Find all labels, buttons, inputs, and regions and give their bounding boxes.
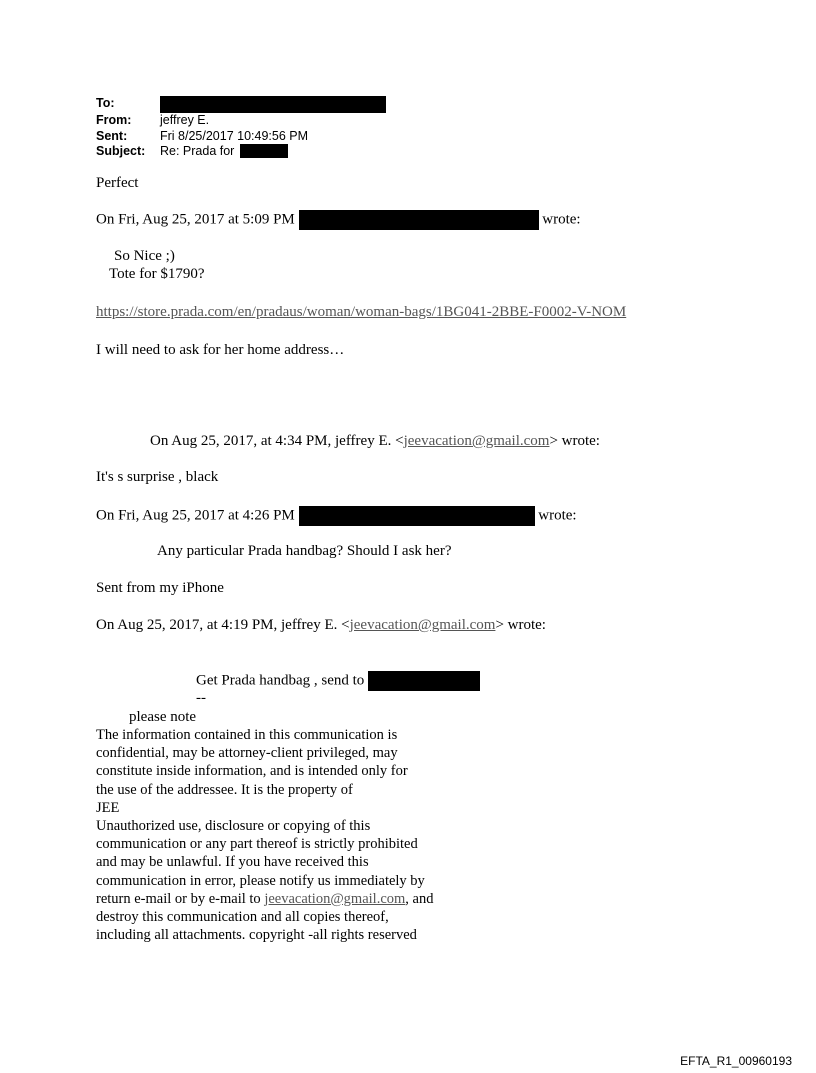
- notice-line: the use of the addressee. It is the property of: [96, 781, 353, 798]
- notice-line: The information contained in this communication is: [96, 727, 398, 743]
- notice-text: , and: [405, 890, 434, 907]
- quote-header-4: [96, 616, 546, 634]
- email-header: [96, 96, 386, 160]
- message-line: So Nice ;): [114, 248, 175, 264]
- quote-intro: On Aug 25, 2017, at 4:34 PM, jeffrey E. <: [150, 433, 404, 449]
- notice-line: constitute inside information, and is intended only for: [96, 763, 408, 780]
- quote-line-get-prada: [196, 671, 480, 691]
- sent-label: Sent:: [96, 128, 128, 143]
- message-line: Any particular Prada handbag? Should I ask her?: [157, 543, 452, 559]
- message-line: Sent from my iPhone: [96, 580, 224, 596]
- email-link[interactable]: jeevacation@gmail.com: [264, 890, 406, 907]
- from-value: jeffrey E.: [160, 113, 210, 127]
- quote-wrote: > wrote:: [495, 617, 546, 633]
- redaction-bar: [240, 144, 288, 158]
- quote-intro: On Aug 25, 2017, at 4:19 PM, jeffrey E. <: [96, 617, 350, 633]
- email-link[interactable]: jeevacation@gmail.com: [403, 433, 550, 449]
- from-label: From:: [96, 113, 132, 127]
- bates-number: EFTA_R1_00960193: [680, 1054, 792, 1068]
- quote-header-2: [150, 432, 600, 450]
- notice-line: communication in error, please notify us immediately by: [96, 872, 425, 889]
- quote-intro: On Fri, Aug 25, 2017 at 4:26 PM: [96, 507, 299, 524]
- prada-product-link[interactable]: https://store.prada.com/en/pradaus/woman/woman-bags/1BG041-2BBE-F0002-V-NOM: [96, 304, 627, 320]
- sent-row: [96, 129, 386, 145]
- notice-line: confidential, may be attorney-client privileged, may: [96, 745, 398, 762]
- quote-wrote: wrote:: [538, 211, 581, 228]
- subject-row: [96, 144, 386, 160]
- sent-value: Fri 8/25/2017 10:49:56 PM: [160, 128, 309, 143]
- to-label: To:: [96, 96, 115, 110]
- message-line: Get Prada handbag , send to: [196, 672, 369, 689]
- notice-line: communication or any part thereof is strictly prohibited: [96, 836, 418, 853]
- notice-text: return e-mail or by e-mail to: [96, 890, 265, 907]
- confidentiality-notice: [96, 726, 496, 944]
- redaction-bar: [299, 506, 535, 526]
- redaction-bar: [160, 96, 386, 113]
- notice-line: destroy this communication and all copies thereof,: [96, 909, 389, 926]
- quote-wrote: > wrote:: [549, 433, 600, 449]
- notice-line: and may be unlawful. If you have received this: [96, 854, 369, 871]
- message-line: It's s surprise , black: [96, 469, 219, 485]
- subject-label: Subject:: [96, 144, 146, 158]
- please-note: please note: [129, 709, 197, 725]
- message-line: Tote for $1790?: [109, 266, 205, 282]
- redaction-bar: [368, 671, 480, 691]
- redaction-bar: [299, 210, 539, 230]
- from-row: [96, 113, 386, 129]
- quote-intro: On Fri, Aug 25, 2017 at 5:09 PM: [96, 211, 299, 228]
- notice-line: JEE: [96, 799, 120, 816]
- quote-wrote: wrote:: [534, 507, 577, 524]
- notice-line: [96, 890, 496, 908]
- quote-header-1: [96, 210, 581, 230]
- signature-dashes: --: [196, 690, 206, 706]
- email-link[interactable]: jeevacation@gmail.com: [349, 617, 496, 633]
- notice-line: including all attachments. copyright -all rights reserved: [96, 927, 417, 944]
- quote-header-3: [96, 506, 577, 526]
- notice-line: Unauthorized use, disclosure or copying of this: [96, 818, 371, 835]
- to-row: [96, 96, 386, 113]
- reply-text: Perfect: [96, 175, 139, 191]
- subject-value: Re: Prada for: [160, 144, 238, 158]
- message-line: I will need to ask for her home address…: [96, 342, 345, 358]
